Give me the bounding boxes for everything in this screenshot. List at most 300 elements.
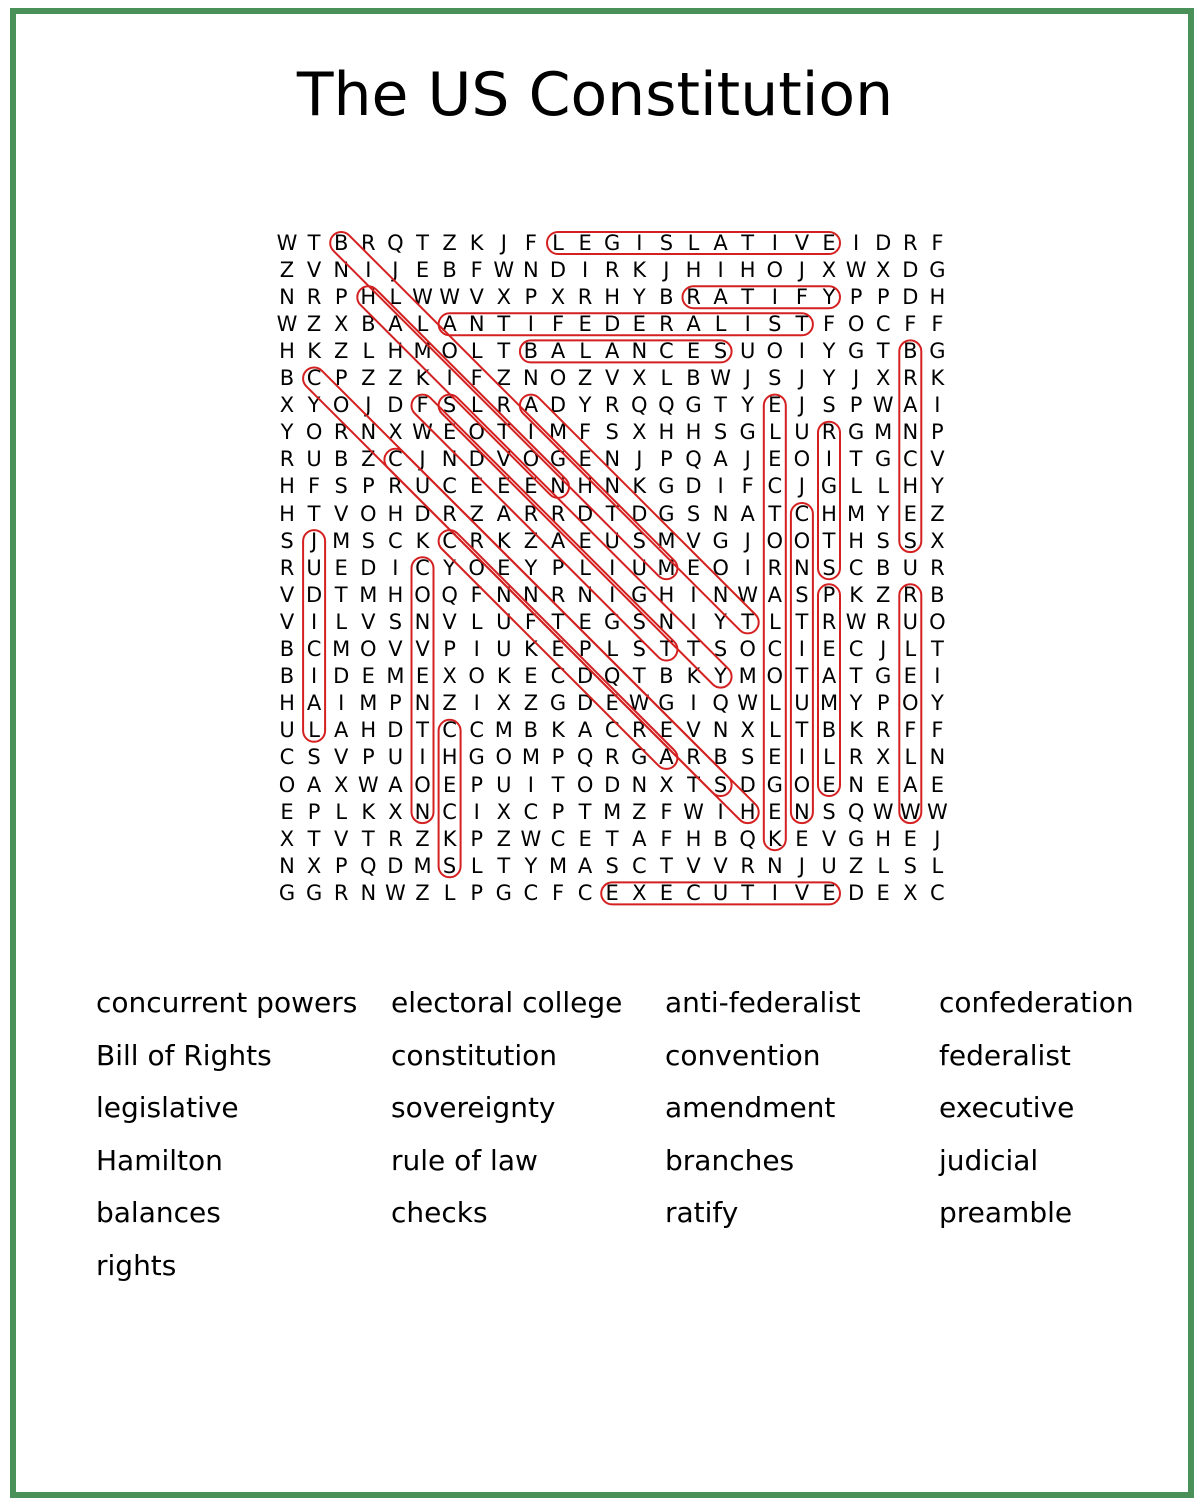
grid-cell[interactable]: R — [903, 582, 918, 607]
grid-cell[interactable]: O — [929, 609, 946, 634]
grid-cell[interactable]: I — [690, 609, 697, 634]
grid-cell[interactable]: C — [550, 664, 566, 689]
grid-cell[interactable]: T — [416, 230, 429, 255]
grid-cell[interactable]: T — [361, 826, 375, 851]
grid-cell[interactable]: M — [332, 637, 351, 661]
grid-cell[interactable]: A — [306, 691, 322, 716]
grid-cell[interactable]: S — [442, 853, 457, 878]
grid-cell[interactable]: W — [520, 826, 542, 851]
grid-cell[interactable]: Y — [849, 691, 863, 716]
grid-cell[interactable]: E — [876, 772, 890, 797]
grid-cell[interactable]: F — [551, 880, 565, 905]
grid-cell[interactable]: S — [632, 637, 646, 661]
grid-cell[interactable]: S — [280, 528, 294, 553]
grid-cell[interactable]: I — [798, 745, 805, 770]
grid-cell[interactable]: L — [850, 474, 862, 499]
grid-cell[interactable]: X — [930, 528, 945, 553]
grid-cell[interactable]: A — [496, 501, 511, 526]
grid-cell[interactable]: I — [771, 230, 778, 255]
grid-cell[interactable]: K — [632, 474, 647, 499]
grid-cell[interactable]: A — [767, 582, 782, 607]
grid-cell[interactable]: Z — [577, 366, 593, 390]
grid-cell[interactable]: N — [604, 474, 621, 499]
grid-cell[interactable]: I — [527, 772, 534, 797]
grid-cell[interactable]: I — [771, 284, 778, 309]
grid-cell[interactable]: I — [310, 664, 318, 689]
grid-cell[interactable]: R — [550, 582, 566, 607]
grid-cell[interactable]: I — [825, 447, 833, 472]
grid-cell[interactable]: E — [795, 826, 809, 851]
grid-cell[interactable]: M — [874, 420, 893, 445]
grid-cell[interactable]: D — [387, 718, 404, 743]
grid-cell[interactable]: I — [717, 257, 724, 282]
grid-cell[interactable]: G — [847, 826, 865, 851]
grid-cell[interactable]: A — [740, 501, 755, 526]
grid-cell[interactable]: X — [388, 420, 403, 445]
grid-cell[interactable]: W — [737, 691, 759, 716]
grid-cell[interactable]: N — [414, 691, 431, 716]
grid-cell[interactable]: E — [578, 826, 592, 851]
grid-cell[interactable]: L — [823, 745, 835, 770]
grid-cell[interactable]: D — [577, 691, 594, 716]
grid-cell[interactable]: H — [929, 284, 946, 309]
grid-cell[interactable]: W — [710, 366, 731, 390]
grid-cell[interactable]: J — [365, 393, 372, 418]
grid-cell[interactable]: Z — [442, 691, 457, 716]
grid-cell[interactable]: E — [497, 555, 511, 580]
grid-cell[interactable]: S — [307, 745, 321, 770]
grid-cell[interactable]: L — [416, 311, 429, 336]
grid-cell[interactable]: U — [414, 474, 431, 499]
grid-cell[interactable]: O — [414, 772, 431, 797]
grid-cell[interactable]: H — [387, 501, 404, 526]
grid-cell[interactable]: K — [632, 257, 647, 282]
grid-cell[interactable]: G — [820, 474, 838, 499]
grid-cell[interactable]: V — [930, 447, 945, 472]
grid-cell[interactable]: L — [714, 311, 727, 336]
grid-cell[interactable]: T — [876, 338, 890, 363]
grid-cell[interactable]: E — [551, 637, 565, 661]
grid-cell[interactable]: C — [767, 637, 783, 661]
grid-cell[interactable]: R — [333, 420, 349, 445]
grid-cell[interactable]: T — [551, 772, 565, 797]
grid-cell[interactable]: N — [550, 474, 566, 499]
grid-cell[interactable]: M — [413, 338, 432, 363]
grid-cell[interactable]: Z — [415, 826, 430, 851]
grid-cell[interactable]: C — [306, 366, 322, 390]
grid-cell[interactable]: V — [605, 366, 620, 390]
grid-cell[interactable]: E — [524, 474, 538, 499]
grid-cell[interactable]: H — [685, 257, 702, 282]
grid-cell[interactable]: P — [578, 637, 592, 661]
grid-cell[interactable]: J — [798, 474, 805, 499]
grid-cell[interactable]: P — [334, 366, 348, 390]
grid-cell[interactable]: G — [278, 880, 296, 905]
grid-cell[interactable]: J — [798, 393, 805, 418]
grid-cell[interactable]: M — [359, 691, 378, 716]
grid-cell[interactable]: G — [495, 880, 512, 905]
grid-cell[interactable]: W — [385, 880, 406, 905]
grid-cell[interactable]: C — [523, 799, 539, 824]
grid-cell[interactable]: L — [768, 420, 781, 445]
grid-cell[interactable]: J — [663, 257, 670, 282]
grid-cell[interactable]: B — [659, 664, 674, 689]
grid-cell[interactable]: E — [280, 799, 294, 824]
grid-cell[interactable]: O — [902, 691, 919, 716]
grid-cell[interactable]: P — [361, 474, 375, 499]
grid-cell[interactable]: H — [739, 257, 756, 282]
grid-cell[interactable]: W — [276, 230, 298, 255]
grid-cell[interactable]: G — [658, 691, 675, 716]
grid-cell[interactable]: E — [903, 501, 917, 526]
grid-cell[interactable]: I — [934, 664, 941, 689]
grid-cell[interactable]: N — [441, 447, 458, 472]
grid-cell[interactable]: K — [930, 366, 945, 390]
grid-cell[interactable]: N — [766, 853, 783, 878]
grid-cell[interactable]: N — [523, 366, 539, 390]
grid-cell[interactable]: H — [577, 474, 593, 499]
grid-cell[interactable]: Y — [578, 393, 592, 418]
grid-cell[interactable]: N — [658, 609, 675, 634]
grid-cell[interactable]: G — [468, 745, 485, 770]
grid-cell[interactable]: L — [308, 718, 320, 743]
grid-cell[interactable]: D — [387, 853, 404, 878]
grid-cell[interactable]: L — [470, 609, 483, 634]
grid-cell[interactable]: G — [549, 447, 567, 472]
grid-cell[interactable]: I — [527, 420, 534, 445]
grid-cell[interactable]: E — [632, 311, 646, 336]
grid-cell[interactable]: T — [849, 664, 863, 689]
grid-cell[interactable]: C — [848, 555, 864, 580]
grid-cell[interactable]: X — [550, 284, 566, 309]
grid-cell[interactable]: J — [934, 826, 941, 851]
grid-cell[interactable]: B — [333, 447, 349, 472]
grid-cell[interactable]: P — [524, 284, 538, 309]
grid-cell[interactable]: E — [415, 257, 430, 282]
grid-cell[interactable]: K — [469, 230, 484, 255]
grid-cell[interactable]: R — [632, 718, 647, 743]
grid-cell[interactable]: E — [578, 230, 592, 255]
grid-cell[interactable]: V — [713, 853, 728, 878]
grid-cell[interactable]: O — [332, 393, 350, 418]
grid-cell[interactable]: D — [604, 311, 621, 336]
grid-cell[interactable]: K — [849, 718, 863, 743]
grid-cell[interactable]: A — [821, 664, 837, 689]
grid-cell[interactable]: V — [821, 826, 837, 851]
grid-cell[interactable]: I — [473, 691, 480, 716]
grid-cell[interactable]: R — [279, 447, 295, 472]
grid-cell[interactable]: U — [496, 637, 512, 661]
grid-cell[interactable]: L — [362, 338, 375, 363]
grid-cell[interactable]: X — [821, 257, 837, 282]
grid-cell[interactable]: E — [361, 664, 375, 689]
grid-cell[interactable]: U — [387, 745, 404, 770]
grid-cell[interactable]: H — [441, 745, 458, 770]
grid-cell[interactable]: G — [875, 664, 892, 689]
grid-cell[interactable]: O — [766, 338, 784, 363]
grid-cell[interactable]: E — [768, 393, 782, 418]
grid-cell[interactable]: L — [768, 609, 781, 634]
grid-cell[interactable]: E — [578, 447, 592, 472]
grid-cell[interactable]: R — [604, 393, 620, 418]
grid-cell[interactable]: R — [279, 555, 295, 580]
grid-cell[interactable]: Y — [930, 474, 944, 499]
grid-cell[interactable]: T — [605, 501, 619, 526]
grid-cell[interactable]: P — [389, 691, 402, 716]
grid-cell[interactable]: N — [794, 555, 810, 580]
grid-cell[interactable]: E — [659, 880, 674, 905]
grid-cell[interactable]: I — [690, 691, 697, 716]
grid-cell[interactable]: J — [500, 230, 507, 255]
grid-cell[interactable]: R — [875, 718, 891, 743]
grid-cell[interactable]: T — [714, 393, 727, 418]
grid-cell[interactable]: F — [931, 718, 944, 743]
grid-cell[interactable]: L — [768, 718, 781, 743]
grid-cell[interactable]: H — [875, 826, 892, 851]
grid-cell[interactable]: K — [524, 637, 538, 661]
grid-cell[interactable]: O — [766, 257, 784, 282]
grid-cell[interactable]: X — [875, 366, 891, 390]
grid-cell[interactable]: U — [306, 555, 322, 580]
grid-cell[interactable]: R — [333, 880, 349, 905]
grid-cell[interactable]: T — [930, 637, 944, 661]
grid-cell[interactable]: P — [822, 582, 836, 607]
grid-cell[interactable]: P — [876, 284, 890, 309]
grid-cell[interactable]: K — [415, 528, 430, 553]
grid-cell[interactable]: X — [632, 420, 647, 445]
grid-cell[interactable]: V — [279, 609, 295, 634]
grid-cell[interactable]: D — [387, 393, 404, 418]
grid-cell[interactable]: A — [903, 393, 918, 418]
grid-cell[interactable]: A — [388, 311, 403, 336]
grid-cell[interactable]: E — [822, 772, 836, 797]
grid-cell[interactable]: Q — [847, 799, 865, 824]
grid-cell[interactable]: Z — [496, 826, 511, 851]
grid-cell[interactable]: R — [469, 528, 484, 553]
grid-cell[interactable]: Z — [279, 257, 295, 282]
grid-cell[interactable]: R — [442, 501, 457, 526]
grid-cell[interactable]: A — [632, 826, 647, 851]
grid-cell[interactable]: W — [683, 799, 704, 824]
grid-cell[interactable]: V — [442, 609, 457, 634]
grid-cell[interactable]: D — [549, 393, 567, 418]
grid-cell[interactable]: X — [875, 257, 891, 282]
grid-cell[interactable]: B — [442, 257, 457, 282]
grid-cell[interactable]: R — [848, 745, 864, 770]
grid-cell[interactable]: L — [470, 338, 483, 363]
grid-cell[interactable]: O — [414, 582, 431, 607]
grid-cell[interactable]: O — [766, 664, 784, 689]
grid-cell[interactable]: S — [713, 338, 728, 363]
grid-cell[interactable]: X — [333, 772, 349, 797]
grid-cell[interactable]: T — [741, 609, 755, 634]
grid-cell[interactable]: U — [794, 691, 810, 716]
grid-cell[interactable]: M — [386, 664, 405, 689]
grid-cell[interactable]: T — [632, 664, 646, 689]
grid-cell[interactable]: L — [443, 880, 456, 905]
grid-cell[interactable]: M — [738, 664, 757, 689]
grid-cell[interactable]: W — [845, 257, 867, 282]
grid-cell[interactable]: M — [521, 745, 540, 770]
grid-cell[interactable]: X — [496, 799, 511, 824]
grid-cell[interactable]: O — [576, 772, 594, 797]
grid-cell[interactable]: R — [388, 826, 403, 851]
grid-cell[interactable]: R — [306, 284, 322, 309]
grid-cell[interactable]: P — [361, 745, 375, 770]
grid-cell[interactable]: L — [579, 338, 591, 363]
grid-cell[interactable]: F — [470, 257, 483, 282]
grid-cell[interactable]: K — [496, 528, 511, 553]
grid-cell[interactable]: X — [875, 745, 891, 770]
grid-cell[interactable]: A — [550, 338, 566, 363]
grid-cell[interactable]: X — [496, 284, 511, 309]
grid-cell[interactable]: Y — [714, 664, 727, 689]
grid-cell[interactable]: W — [412, 420, 433, 445]
grid-cell[interactable]: P — [551, 745, 565, 770]
grid-cell[interactable]: T — [497, 853, 511, 878]
grid-cell[interactable]: X — [306, 853, 322, 878]
grid-cell[interactable]: S — [768, 366, 782, 390]
grid-cell[interactable]: S — [768, 311, 782, 336]
grid-cell[interactable]: R — [577, 284, 593, 309]
grid-cell[interactable]: A — [334, 718, 349, 743]
grid-cell[interactable]: J — [744, 366, 751, 390]
grid-cell[interactable]: G — [305, 880, 323, 905]
grid-cell[interactable]: O — [305, 420, 323, 445]
grid-cell[interactable]: E — [578, 609, 592, 634]
grid-cell[interactable]: A — [523, 393, 539, 418]
grid-cell[interactable]: Q — [685, 447, 702, 472]
grid-cell[interactable]: W — [927, 799, 948, 824]
grid-cell[interactable]: P — [443, 637, 456, 661]
grid-cell[interactable]: I — [365, 257, 372, 282]
grid-cell[interactable]: T — [741, 880, 755, 905]
grid-cell[interactable]: Q — [739, 826, 756, 851]
grid-cell[interactable]: E — [768, 447, 782, 472]
grid-cell[interactable]: D — [875, 230, 892, 255]
grid-cell[interactable]: O — [793, 528, 811, 553]
grid-cell[interactable]: I — [527, 311, 534, 336]
grid-cell[interactable]: M — [359, 582, 378, 607]
grid-cell[interactable]: E — [659, 718, 674, 743]
grid-cell[interactable]: T — [416, 718, 429, 743]
grid-cell[interactable]: K — [686, 664, 701, 689]
grid-cell[interactable]: J — [798, 366, 805, 390]
grid-cell[interactable]: J — [419, 447, 426, 472]
grid-cell[interactable]: D — [902, 284, 919, 309]
grid-cell[interactable]: V — [361, 609, 376, 634]
grid-cell[interactable]: M — [603, 799, 622, 824]
grid-cell[interactable]: B — [333, 230, 349, 255]
grid-cell[interactable]: D — [604, 772, 621, 797]
grid-cell[interactable]: G — [604, 230, 621, 255]
grid-cell[interactable]: F — [795, 284, 808, 309]
grid-cell[interactable]: P — [660, 447, 673, 472]
grid-cell[interactable]: K — [849, 582, 863, 607]
grid-cell[interactable]: I — [419, 745, 426, 770]
grid-cell[interactable]: C — [442, 474, 457, 499]
grid-cell[interactable]: H — [279, 691, 295, 716]
grid-cell[interactable]: I — [310, 609, 318, 634]
grid-cell[interactable]: F — [660, 799, 673, 824]
grid-cell[interactable]: H — [360, 718, 377, 743]
grid-cell[interactable]: C — [767, 474, 783, 499]
grid-cell[interactable]: G — [847, 420, 865, 445]
grid-cell[interactable]: X — [388, 799, 403, 824]
grid-cell[interactable]: S — [822, 393, 836, 418]
grid-cell[interactable]: V — [496, 447, 511, 472]
grid-cell[interactable]: Z — [333, 338, 349, 363]
grid-cell[interactable]: P — [470, 880, 484, 905]
grid-cell[interactable]: H — [279, 474, 295, 499]
grid-cell[interactable]: C — [659, 338, 674, 363]
grid-cell[interactable]: P — [307, 799, 321, 824]
grid-cell[interactable]: M — [548, 853, 568, 878]
grid-cell[interactable]: Z — [361, 447, 376, 472]
grid-cell[interactable]: W — [276, 311, 298, 336]
grid-cell[interactable]: O — [739, 637, 756, 661]
grid-cell[interactable]: Y — [822, 284, 836, 309]
grid-cell[interactable]: Z — [523, 691, 539, 716]
grid-cell[interactable]: J — [310, 528, 318, 553]
grid-cell[interactable]: S — [442, 393, 457, 418]
grid-cell[interactable]: Z — [496, 366, 511, 390]
grid-cell[interactable]: B — [821, 718, 837, 743]
grid-cell[interactable]: I — [473, 637, 480, 661]
grid-cell[interactable]: T — [497, 311, 511, 336]
grid-cell[interactable]: C — [902, 447, 918, 472]
grid-cell[interactable]: C — [794, 501, 810, 526]
grid-cell[interactable]: T — [795, 718, 809, 743]
grid-cell[interactable]: O — [468, 664, 485, 689]
grid-cell[interactable]: F — [579, 420, 592, 445]
grid-cell[interactable]: E — [768, 799, 782, 824]
grid-cell[interactable]: A — [686, 311, 701, 336]
grid-cell[interactable]: N — [495, 582, 512, 607]
grid-cell[interactable]: W — [357, 772, 379, 797]
grid-cell[interactable]: N — [523, 582, 539, 607]
grid-cell[interactable]: T — [741, 230, 755, 255]
grid-cell[interactable]: H — [902, 474, 919, 499]
grid-cell[interactable]: R — [903, 366, 918, 390]
grid-cell[interactable]: F — [931, 230, 944, 255]
grid-cell[interactable]: E — [903, 664, 917, 689]
grid-cell[interactable]: V — [686, 718, 701, 743]
grid-cell[interactable]: S — [605, 853, 619, 878]
grid-cell[interactable]: N — [604, 447, 621, 472]
grid-cell[interactable]: F — [524, 609, 537, 634]
grid-cell[interactable]: W — [899, 799, 921, 824]
grid-cell[interactable]: J — [852, 366, 860, 390]
grid-cell[interactable]: V — [686, 528, 701, 553]
grid-cell[interactable]: L — [877, 853, 890, 878]
grid-cell[interactable]: N — [712, 718, 729, 743]
grid-cell[interactable]: E — [442, 420, 457, 445]
grid-cell[interactable]: T — [307, 501, 321, 526]
grid-cell[interactable]: I — [798, 637, 805, 661]
grid-cell[interactable]: D — [739, 772, 756, 797]
grid-cell[interactable]: U — [496, 772, 512, 797]
grid-cell[interactable]: X — [740, 718, 755, 743]
grid-cell[interactable]: O — [793, 447, 811, 472]
grid-cell[interactable]: G — [929, 338, 946, 363]
grid-cell[interactable]: V — [794, 880, 810, 905]
grid-cell[interactable]: T — [497, 338, 511, 363]
grid-cell[interactable]: A — [577, 718, 593, 743]
grid-cell[interactable]: W — [493, 257, 515, 282]
grid-cell[interactable]: T — [659, 853, 673, 878]
grid-cell[interactable]: M — [657, 555, 676, 580]
